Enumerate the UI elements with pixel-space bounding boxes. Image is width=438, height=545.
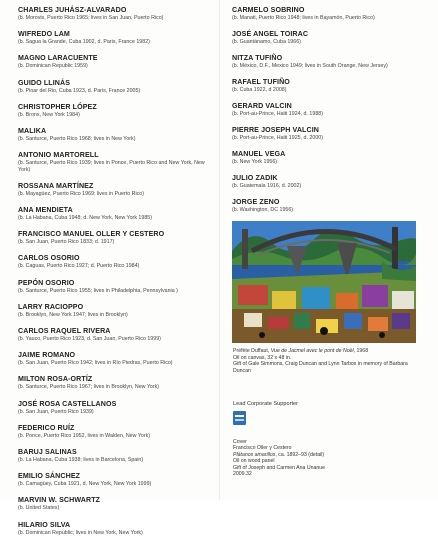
artist-name: ANA MENDIETA: [18, 206, 73, 215]
artist-bio: (b. Port-au-Prince, Haiti 1925, d. 2000): [232, 134, 323, 141]
artist-bio: (b. La Habana, Cuba 1938; lives in Barcelona, Spain): [18, 456, 144, 463]
american-express-logo-icon: [233, 411, 246, 425]
page-fold-divider: [219, 0, 220, 500]
artist-entry: [18, 375, 213, 391]
artist-bio: (b. Port-au-Prince, Haiti 1924, d. 1988): [232, 110, 323, 117]
artist-name: JORGE ZENO: [232, 197, 280, 206]
artist-bio: (b. Dominican Republic; lives in New York, New York): [18, 529, 143, 536]
cover-dates: , ca. 1892–93 (detail): [275, 451, 325, 458]
artist-name: MALIKA: [18, 126, 47, 135]
artist-entry: [18, 472, 213, 488]
artist-entry: [18, 448, 213, 464]
artist-bio: (b. Sagua la Grande, Cuba 1902, d. Paris, France 1982): [18, 39, 150, 46]
artist-entry: [18, 496, 213, 512]
artist-name: MANUEL VEGA: [232, 149, 286, 158]
cover-credit-line: Gift of Joseph and Carmen Ana Unanue: [233, 464, 325, 471]
cover-credit: [233, 439, 418, 477]
artist-name: MAGNO LARACUENTE: [18, 54, 98, 63]
artist-entry: [18, 521, 213, 537]
cover-medium: Oil on wood panel: [233, 458, 275, 465]
artist-name: WIFREDO LAM: [18, 30, 70, 39]
artist-entry: [18, 103, 213, 119]
artist-entry: [232, 198, 432, 214]
artist-name: FRANCISCO MANUEL OLLER Y CESTERO: [18, 230, 165, 239]
artist-entry: [232, 30, 432, 46]
artist-entry: [232, 174, 432, 190]
caption-medium: Oil on canvas, 32 x 48 in.: [233, 354, 292, 361]
artist-entry: [18, 54, 213, 70]
artist-name: PIERRE JOSEPH VALCIN: [232, 125, 320, 134]
artist-entry: [232, 6, 432, 22]
artist-entry: [232, 78, 432, 94]
artist-bio: (b. Washington, DC 1956): [232, 206, 294, 213]
artist-name: HILARIO SILVA: [18, 520, 71, 529]
artist-bio: (b. Santurce, Puerto Rico 1955; lives in Philadelphia, Pennsylvania ): [18, 287, 178, 294]
cover-artist: Francisco Oller y Cestero: [233, 445, 292, 452]
artist-name: GUIDO LLINÁS: [18, 78, 71, 87]
artist-bio: (b. La Habana, Cuba 1948; d. New York, New York 1985): [18, 215, 152, 222]
artist-entry: [18, 400, 213, 416]
caption-title: Vue de Jacmel avec le pont de Noël: [270, 348, 354, 354]
artist-entry: [18, 79, 213, 95]
artist-name: CARMELO SOBRINO: [232, 6, 305, 14]
artist-bio: (b. Guantánamo, Cuba 1966): [232, 38, 301, 45]
artist-name: CHARLES JUHÁSZ-ALVARADO: [18, 6, 127, 14]
artist-entry: [232, 54, 432, 70]
painting-caption: [233, 348, 418, 374]
artist-entry: [18, 279, 213, 295]
artist-bio: (b. Pinar del Rio, Cuba 1923, d. Paris, France 2005): [18, 87, 141, 94]
artist-entry: [18, 206, 213, 222]
artist-name: CHRISTOPHER LÓPEZ: [18, 102, 97, 111]
artist-name: JULIO ZADIK: [232, 173, 278, 182]
artist-bio: (b. Bronx, New York 1984): [18, 111, 80, 118]
artist-bio: (b. Camagüey, Cuba 1921, d. New York, New York 1999): [18, 481, 152, 488]
artist-name: EMILIO SÁNCHEZ: [18, 472, 81, 481]
artist-bio: (b. Guatemala 1916, d. 2002): [232, 182, 302, 189]
artist-name: CARLOS RAQUEL RIVERA: [18, 327, 111, 336]
artist-bio: (b. New York 1956): [232, 158, 278, 165]
artist-name: LARRY RACIOPPO: [18, 302, 84, 311]
painting-image: [232, 221, 416, 343]
artist-bio: (b. Yauco, Puerto Rico 1923, d. San Juan, Puerto Rico 1999): [18, 336, 161, 343]
artist-entry: [232, 126, 432, 142]
cover-title: Plátanos amarillos: [233, 451, 276, 458]
artist-bio: (b. Mayagüez, Puerto Rico 1969; lives in Puerto Rico): [18, 190, 145, 197]
artist-entry: [18, 254, 213, 270]
artist-bio: (b. Santurce, Puerto Rico 1939; lives in Ponce, Puerto Rico and New York, New York): [18, 160, 205, 173]
artist-entry: [18, 424, 213, 440]
artist-name: JOSÉ ROSA CASTELLANOS: [18, 399, 117, 408]
artist-entry: [18, 182, 213, 198]
artist-name: ANTONIO MARTORELL: [18, 151, 99, 160]
cover-accession: 2009.32: [233, 471, 252, 478]
artist-name: MILTON ROSA-ORTÍZ: [18, 375, 93, 384]
artist-bio: (b. Cuba 1922, d 2008): [232, 86, 287, 93]
caption-artist: Préfète Duffaut,: [233, 348, 271, 354]
artist-bio: (b. San Juan, Puerto Rico 1942; lives in Río Piedras, Puerto Rico): [18, 360, 173, 367]
artist-bio: (b. San Juan, Puerto Rico 1939): [18, 408, 94, 415]
caption-credit: Gift of Gale Simmons, Craig Duncan and Lynn Tarbox in memory of Barbara Duncan: [233, 361, 408, 374]
caption-title-line: [233, 348, 418, 355]
artist-name: FEDERICO RUÍZ: [18, 423, 75, 432]
artist-name: JAIME ROMANO: [18, 351, 76, 360]
artist-bio: (b. Caguas, Puerto Rico 1927; d. Puerto Rico 1984): [18, 263, 140, 270]
artist-bio: (b. Ponce, Puerto Rico 1952, lives in Walden, New York): [18, 432, 150, 439]
artist-name: JOSÉ ANGEL TOIRAC: [232, 29, 309, 38]
artist-name: ROSSANA MARTÍNEZ: [18, 181, 94, 190]
sponsor-label: Lead Corporate Supporter: [233, 401, 298, 407]
artist-name: GERARD VALCIN: [232, 101, 292, 110]
artist-bio: (b. Manati, Puerto Rico 1948; lives in Bayamón, Puerto Rico): [232, 15, 375, 21]
artist-list-left: [18, 6, 213, 545]
artist-bio: (b. San Juan, Puerto Rico 1833; d. 1917): [18, 239, 115, 246]
artist-bio: (b. México, D.F., Mexico 1949; lives in South Orange, New Jersey): [232, 62, 388, 69]
artist-list-right: [232, 6, 432, 222]
artist-entry: [232, 102, 432, 118]
caption-year: , 1968: [353, 348, 369, 354]
artist-entry: [18, 303, 213, 319]
artist-bio: (b. Morovis, Puerto Rico 1965; lives in San Juan, Puerto Rico): [18, 15, 164, 21]
artist-entry: [18, 327, 213, 343]
artist-name: CARLOS OSORIO: [18, 254, 80, 263]
artist-entry: [18, 351, 213, 367]
artist-entry: [18, 151, 213, 173]
artist-entry: [18, 6, 213, 22]
artist-entry: [18, 30, 213, 46]
artist-entry: [18, 127, 213, 143]
artist-name: RAFAEL TUFIÑO: [232, 77, 290, 86]
artist-name: BARUJ SALINAS: [18, 447, 77, 456]
artist-entry: [18, 230, 213, 246]
artist-bio: (b. Santurce, Puerto Rico 1967; lives in Brooklyn, New York): [18, 384, 160, 391]
artist-bio: (b. Santurce, Puerto Rico 1968; lives in New York): [18, 135, 136, 142]
artist-bio: (b. Dominican Republic 1959): [18, 63, 88, 70]
artist-bio: (b. United States): [18, 505, 60, 512]
artist-name: MARVIN W. SCHWARTZ: [18, 496, 101, 505]
artist-name: PEPÓN OSORIO: [18, 278, 75, 287]
cover-heading: Cover: [233, 439, 247, 445]
artist-bio: (b. Brooklyn, New York 1947; lives in Brooklyn): [18, 311, 128, 318]
artist-name: NITZA TUFIÑO: [232, 53, 283, 62]
artist-entry: [232, 150, 432, 166]
